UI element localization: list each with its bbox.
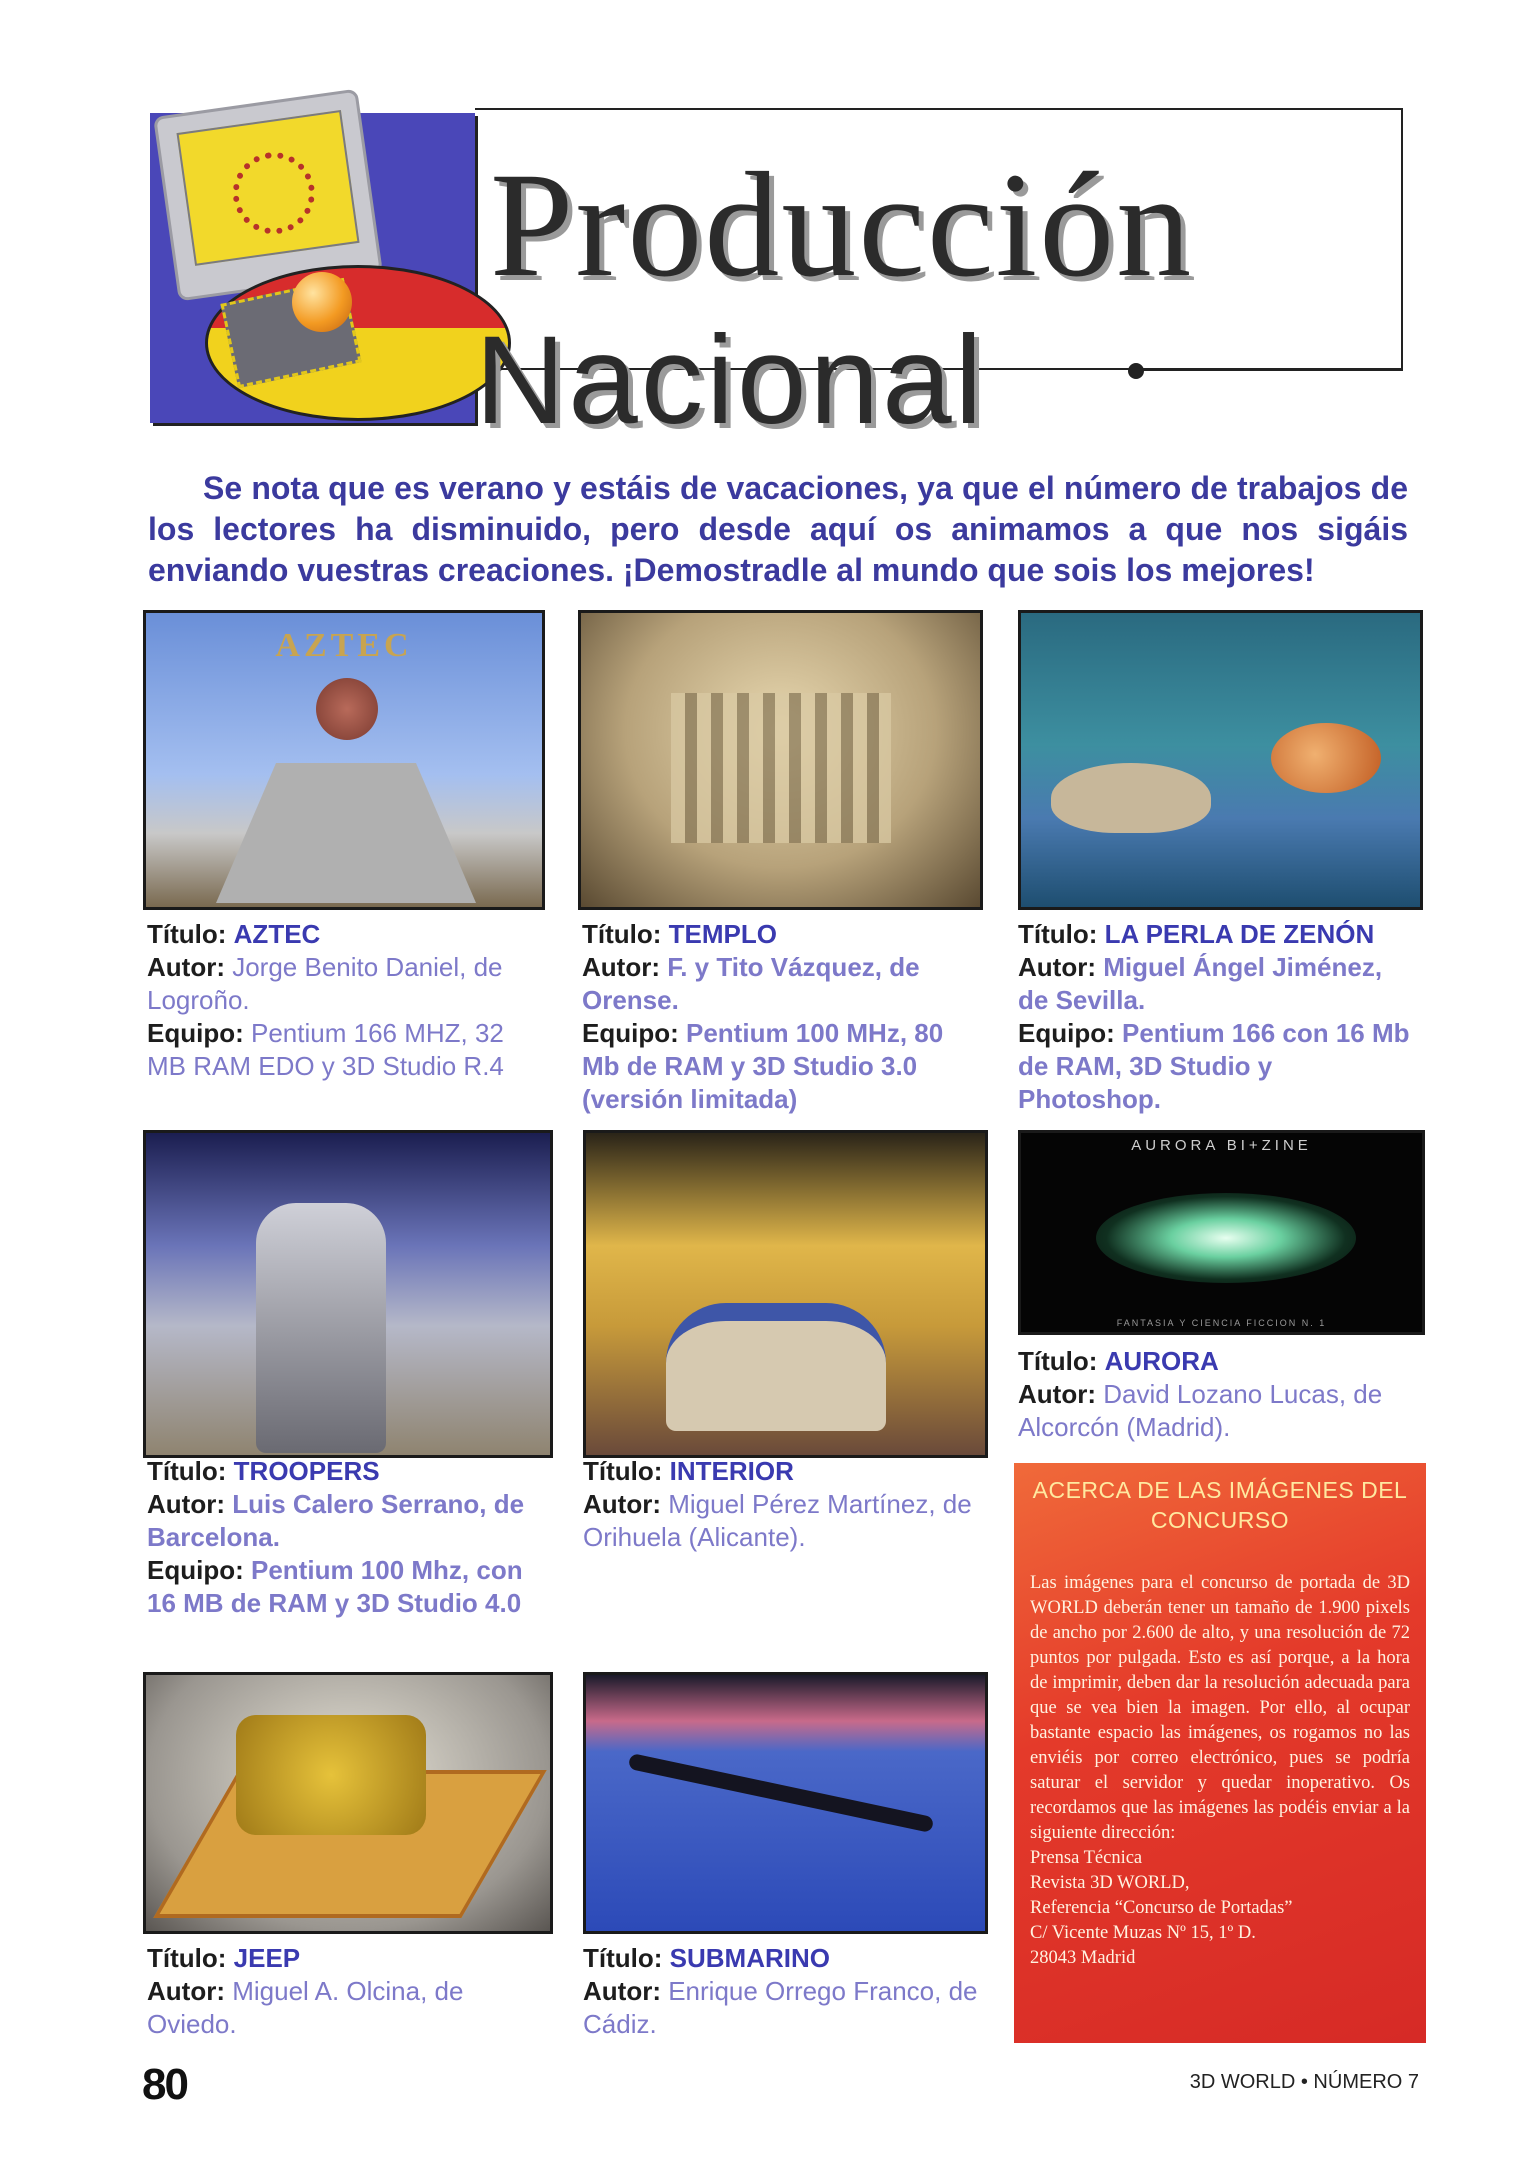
thumbnail-templo — [578, 610, 983, 910]
header-line — [1143, 369, 1403, 371]
image-caption-text: AURORA BI+ZINE — [1131, 1137, 1312, 1154]
entry-author: Miguel A. Olcina, de Oviedo. — [147, 1976, 464, 2039]
thumbnail-aztec — [143, 610, 545, 910]
entry-caption-aztec: Título: AZTEC Autor: Jorge Benito Daniel, de Logroño. Equipo: Pentium 166 MHZ, 32 MB RAM EDO y 3D Studio R.4 — [147, 919, 504, 1081]
address-line: Revista 3D WORLD, — [1030, 1873, 1190, 1893]
image-caption-text: FANTASIA Y CIENCIA FICCION N. 1 — [1116, 1318, 1327, 1328]
entry-title: AZTEC — [233, 919, 321, 949]
entry-caption-templo: Título: TEMPLO Autor: F. y Tito Vázquez, de Orense. Equipo: Pentium 100 MHz, 80 Mb de RAM y 3D Studio 3.0 (versión limitada) — [582, 919, 944, 1114]
entry-title: TEMPLO — [668, 919, 777, 949]
entry-author: Miguel Ángel Jiménez, de Sevilla. — [1018, 952, 1383, 1015]
entry-caption-interior: Título: INTERIOR Autor: Miguel Pérez Martínez, de Orihuela (Alicante). — [583, 1456, 972, 1552]
address-line: 28043 Madrid — [1030, 1948, 1136, 1968]
thumbnail-troopers — [143, 1130, 553, 1458]
entry-author: Miguel Pérez Martínez, de Orihuela (Alicante). — [583, 1489, 972, 1552]
sphere-icon — [292, 272, 352, 332]
entry-caption-troopers: Título: TROOPERS Autor: Luis Calero Serrano, de Barcelona. Equipo: Pentium 100 Mhz, con 16 MB de RAM y 3D Studio 4.0 — [147, 1456, 525, 1618]
entry-author: F. y Tito Vázquez, de Orense. — [582, 952, 920, 1015]
thumbnail-submarino — [583, 1672, 988, 1934]
page-title-line2: Nacional — [475, 311, 986, 450]
intro-paragraph: Se nota que es verano y estáis de vacaciones, ya que el número de trabajos de los lectores ha disminuido, pero desde aquí os animamos a que nos sigáis enviando vuestras creaciones. ¡Demostradle al mundo que sois los mejores! — [148, 470, 1408, 588]
address-line: Referencia “Concurso de Portadas” — [1030, 1898, 1293, 1918]
entry-equipment: Pentium 100 Mhz, con 16 MB de RAM y 3D Studio 4.0 — [147, 1555, 523, 1618]
entry-title: JEEP — [233, 1943, 301, 1973]
image-caption-text: AZTEC — [275, 627, 413, 664]
entry-title: SUBMARINO — [669, 1943, 830, 1973]
contest-info-box — [1014, 1463, 1426, 2043]
page-title-line1: Producción — [490, 142, 1194, 308]
entry-caption-submarino: Título: SUBMARINO Autor: Enrique Orrego Franco, de Cádiz. — [583, 1943, 978, 2039]
entry-equipment: Pentium 100 MHz, 80 Mb de RAM y 3D Studio 3.0 (versión limitada) — [582, 1018, 944, 1114]
footer-publication: 3D WORLD • NÚMERO 7 — [1189, 2071, 1419, 2093]
entry-author: Enrique Orrego Franco, de Cádiz. — [583, 1976, 978, 2039]
entry-caption-aurora: Título: AURORA Autor: David Lozano Lucas, de Alcorcón (Madrid). — [1018, 1346, 1383, 1442]
page-number: 80 — [142, 2060, 187, 2109]
entry-author: Luis Calero Serrano, de Barcelona. — [147, 1489, 525, 1552]
thumbnail-jeep — [143, 1672, 553, 1934]
entry-caption-la-perla-de-zenon: Título: LA PERLA DE ZENÓN Autor: Miguel Ángel Jiménez, de Sevilla. Equipo: Pentium 166 con 16 Mb de RAM, 3D Studio y Photoshop. — [1018, 919, 1410, 1114]
entry-title: INTERIOR — [669, 1456, 794, 1486]
entry-title: LA PERLA DE ZENÓN — [1104, 919, 1375, 949]
contest-info-heading: ACERCA DE LAS IMÁGENES DEL CONCURSO — [1032, 1477, 1408, 1533]
entry-title: AURORA — [1104, 1346, 1219, 1376]
entry-author: David Lozano Lucas, de Alcorcón (Madrid). — [1018, 1379, 1383, 1442]
contest-info-body: Las imágenes para el concurso de portada de 3D WORLD deberán tener un tamaño de 1.900 pixels de ancho por 2.600 de alto, y una resolución de 72 puntos por pulgada. Esto es así porque, a la hora de imprimir, deben dar la resolución adecuada para que se vea bien la imagen. Por ello, al ocupar bastante espacio las imágenes, os rogamos no las enviéis por correo electrónico, pues se podría saturar el servidor y quedar inoperativo. Os recordamos que las imágenes las podéis enviar a la siguiente dirección: Prensa Técnica Revista 3D WORLD, Referencia “Concurso de Portadas” C/ Vicente Muzas Nº 15, 1º D. 28043 Madrid — [1030, 1571, 1410, 1971]
header-dot — [1128, 363, 1144, 379]
thumbnail-la-perla-de-zenon — [1018, 610, 1423, 910]
entry-equipment: Pentium 166 MHZ, 32 MB RAM EDO y 3D Studio R.4 — [147, 1018, 504, 1081]
entry-author: Jorge Benito Daniel, de Logroño. — [147, 952, 503, 1015]
entry-equipment: Pentium 166 con 16 Mb de RAM, 3D Studio y Photoshop. — [1018, 1018, 1410, 1114]
thumbnail-interior — [583, 1130, 988, 1458]
entry-title: TROOPERS — [233, 1456, 380, 1486]
entry-caption-jeep: Título: JEEP Autor: Miguel A. Olcina, de Oviedo. — [147, 1943, 464, 2039]
thumbnail-aurora — [1018, 1130, 1425, 1335]
address-line: Prensa Técnica — [1030, 1848, 1143, 1868]
address-line: C/ Vicente Muzas Nº 15, 1º D. — [1030, 1923, 1256, 1943]
